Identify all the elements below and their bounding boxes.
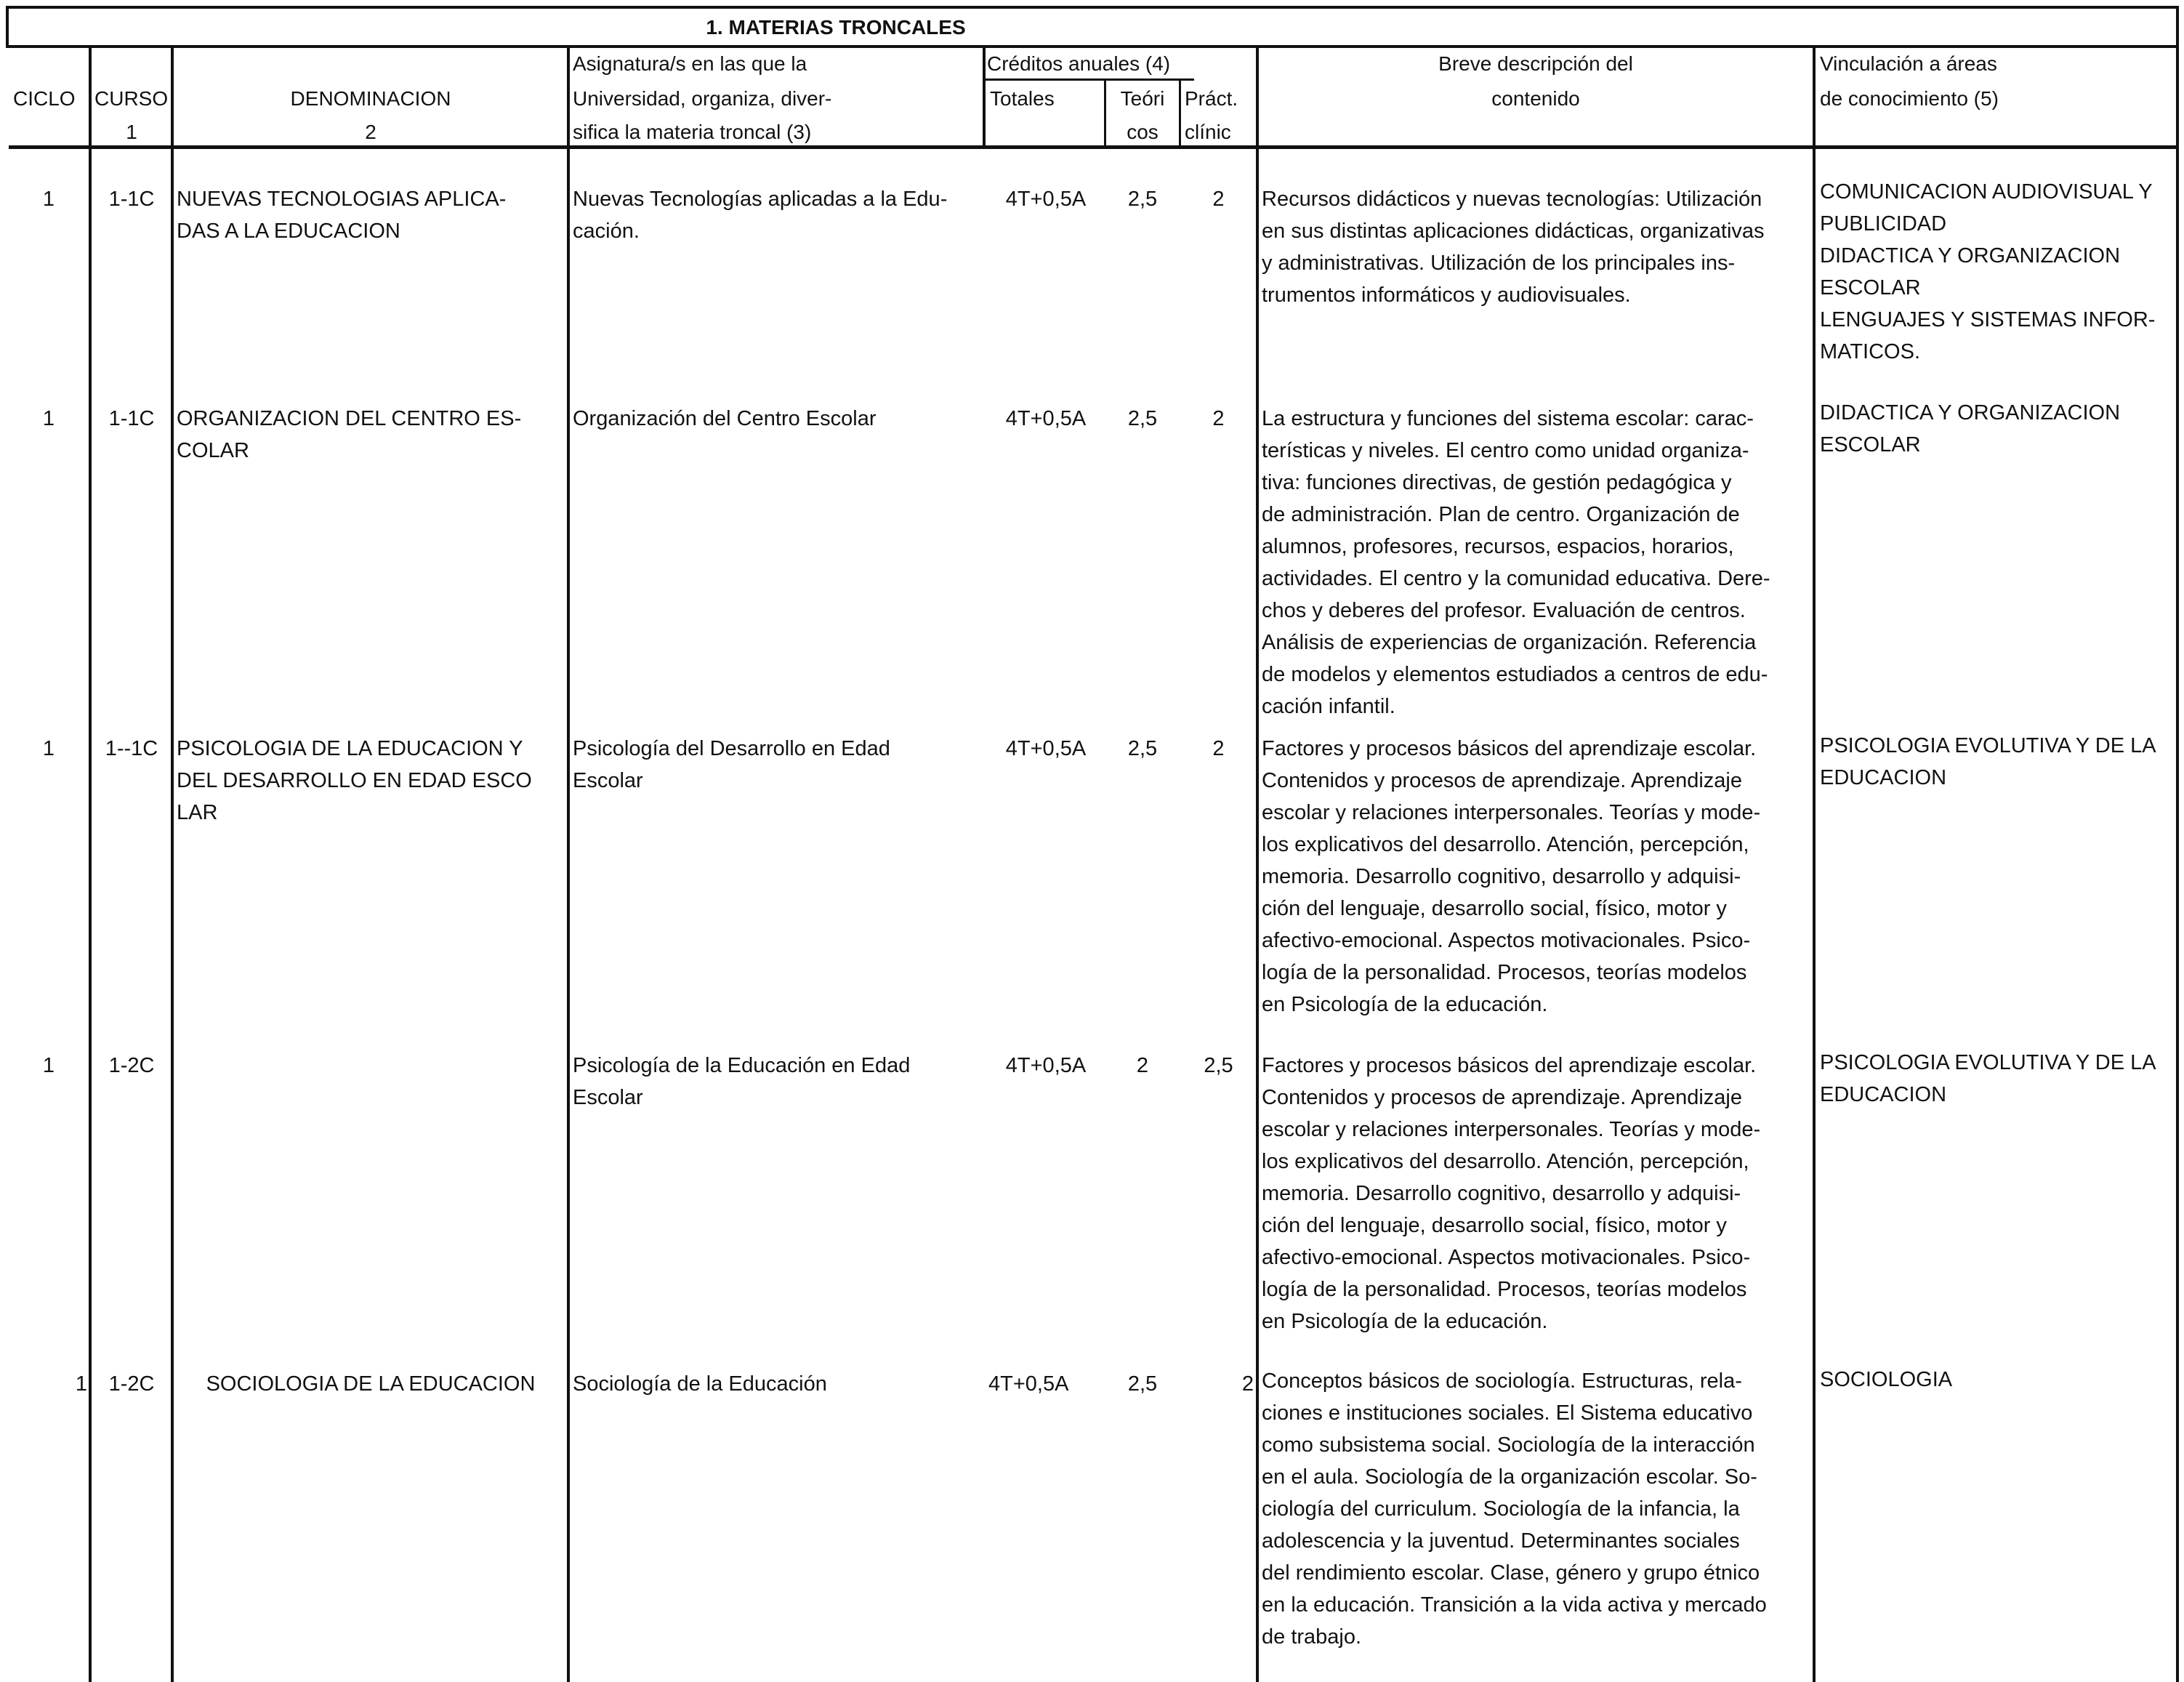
row5-practicos: 2 bbox=[1241, 1372, 1254, 1396]
header-asignatura-line3: sifica la materia troncal (3) bbox=[573, 121, 812, 143]
col-sep-asignatura bbox=[983, 45, 986, 149]
col-sep-denominacion bbox=[567, 45, 570, 1682]
row1-asignatura: Nuevas Tecnologías aplicadas a la Edu- cación. bbox=[573, 188, 948, 243]
col-sep-creditos bbox=[1256, 45, 1259, 1682]
row3-ciclo: 1 bbox=[42, 737, 55, 760]
header-vinculacion-line1: Vinculación a áreas bbox=[1820, 52, 1997, 75]
header-descripcion-line2: contenido bbox=[1491, 87, 1580, 110]
row5-ciclo: 1 bbox=[75, 1372, 87, 1396]
row2-totales: 4T+0,5A bbox=[1005, 407, 1087, 430]
row4-areas: PSICOLOGIA EVOLUTIVA Y DE LA EDUCACION bbox=[1820, 1051, 2156, 1106]
row3-asignatura: Psicología del Desarrollo en Edad Escolar bbox=[573, 737, 890, 792]
header-practicos-line1: Práct. bbox=[1185, 87, 1238, 110]
header-denominacion: DENOMINACION bbox=[290, 87, 451, 110]
row5-areas: SOCIOLOGIA bbox=[1820, 1368, 1953, 1391]
row1-denominacion: NUEVAS TECNOLOGIAS APLICA- DAS A LA EDUCACION bbox=[177, 188, 507, 243]
row3-practicos: 2 bbox=[1212, 737, 1225, 760]
row2-ciclo: 1 bbox=[42, 407, 55, 430]
row4-curso: 1-2C bbox=[108, 1054, 155, 1077]
col-sep-descripcion bbox=[1813, 45, 1816, 1682]
row5-denominacion: SOCIOLOGIA DE LA EDUCACION bbox=[206, 1372, 536, 1396]
row1-curso: 1-1C bbox=[108, 188, 155, 211]
col-sep-teoricos bbox=[1179, 79, 1181, 149]
row3-teoricos: 2,5 bbox=[1127, 737, 1158, 760]
row5-descripcion: Conceptos básicos de sociología. Estructuras, rela- ciones e instituciones sociales. El Sistema educativo como subsistema social. Sociología de la interacción en el aula. Sociología de la organización escolar. So- ciología del curriculum. Sociología de la infancia, la adolescencia y la juventud. Determinantes sociales del rendimiento escolar. Clase, género y grupo étnico en la educación. Transición a la vida activa y mercado de trabajo. bbox=[1262, 1369, 1767, 1649]
row4-totales: 4T+0,5A bbox=[1005, 1054, 1087, 1077]
row5-teoricos: 2,5 bbox=[1127, 1372, 1158, 1396]
header-vinculacion-line2: de conocimiento (5) bbox=[1820, 87, 1999, 110]
row4-teoricos: 2 bbox=[1136, 1054, 1149, 1077]
row5-totales: 4T+0,5A bbox=[988, 1372, 1069, 1396]
table-title: 1. MATERIAS TRONCALES bbox=[706, 16, 966, 39]
header-descripcion-line1: Breve descripción del bbox=[1438, 52, 1633, 75]
row4-practicos: 2,5 bbox=[1204, 1054, 1233, 1077]
row2-asignatura: Organización del Centro Escolar bbox=[573, 407, 877, 430]
table-right-border bbox=[2176, 6, 2179, 1682]
row1-areas: COMUNICACION AUDIOVISUAL Y PUBLICIDAD DIDACTICA Y ORGANIZACION ESCOLAR LENGUAJES Y SISTEMAS INFOR- MATICOS. bbox=[1820, 180, 2156, 363]
row3-descripcion: Factores y procesos básicos del aprendizaje escolar. Contenidos y procesos de aprendizaje. Aprendizaje escolar y relaciones interpersonales. Teorías y mode- los explicativos del desarrollo. Atención, percepción, memoria. Desarrollo cognitivo, desarrollo y adquisi- ción del lenguaje, desarrollo social, físico, motor y afectivo-emocional. Aspectos motivacionales. Psico- logía de la personalidad. Procesos, teorías modelos en Psicología de la educación. bbox=[1262, 737, 1761, 1016]
header-curso-number: 1 bbox=[126, 121, 137, 143]
row1-teoricos: 2,5 bbox=[1127, 188, 1158, 211]
row4-asignatura: Psicología de la Educación en Edad Escolar bbox=[573, 1054, 911, 1109]
header-totales: Totales bbox=[990, 87, 1055, 110]
header-practicos-line2: clínic bbox=[1185, 121, 1231, 143]
row2-teoricos: 2,5 bbox=[1127, 407, 1158, 430]
col-sep-ciclo bbox=[89, 45, 92, 1682]
row2-denominacion: ORGANIZACION DEL CENTRO ES- COLAR bbox=[177, 407, 522, 462]
row3-denominacion: PSICOLOGIA DE LA EDUCACION Y DEL DESARROLLO EN EDAD ESCO LAR bbox=[177, 737, 532, 824]
row3-areas: PSICOLOGIA EVOLUTIVA Y DE LA EDUCACION bbox=[1820, 734, 2156, 789]
row2-practicos: 2 bbox=[1212, 407, 1225, 430]
row1-practicos: 2 bbox=[1212, 188, 1225, 211]
row3-curso: 1--1C bbox=[105, 737, 158, 760]
row3-totales: 4T+0,5A bbox=[1005, 737, 1087, 760]
header-teoricos-line2: cos bbox=[1127, 121, 1159, 143]
header-creditos: Créditos anuales (4) bbox=[987, 52, 1171, 75]
table-top-border bbox=[6, 6, 2179, 9]
row5-curso: 1-2C bbox=[108, 1372, 155, 1396]
row1-descripcion: Recursos didácticos y nuevas tecnologías: Utilización en sus distintas aplicaciones didácticas, organizativas y administrativas. Utilización de los principales ins- trumentos informáticos y audiovisuales. bbox=[1262, 188, 1765, 307]
row2-curso: 1-1C bbox=[108, 407, 155, 430]
col-sep-curso bbox=[171, 45, 174, 1682]
row4-ciclo: 1 bbox=[42, 1054, 55, 1077]
row1-totales: 4T+0,5A bbox=[1005, 188, 1087, 211]
header-asignatura-line1: Asignatura/s en las que la bbox=[573, 52, 807, 75]
row4-descripcion: Factores y procesos básicos del aprendizaje escolar. Contenidos y procesos de aprendizaje. Aprendizaje escolar y relaciones interpersonales. Teorías y mode- los explicativos del desarrollo. Atención, percepción, memoria. Desarrollo cognitivo, desarrollo y adquisi- ción del lenguaje, desarrollo social, físico, motor y afectivo-emocional. Aspectos motivacionales. Psico- logía de la personalidad. Procesos, teorías modelos en Psicología de la educación. bbox=[1262, 1054, 1761, 1333]
header-ciclo: CICLO bbox=[13, 87, 76, 110]
row2-descripcion: La estructura y funciones del sistema escolar: carac- terísticas y niveles. El centro como unidad organiza- tiva: funciones directivas, de gestión pedagógica y de administración. Plan de centro. Organización de alumnos, profesores, recursos, espacios, horarios, actividades. El centro y la comunidad educativa. Dere- chos y deberes del profesor. Evaluación de centros. Análisis de experiencias de organización. Referencia de modelos y elementos estudiados a centros de edu- cación infantil. bbox=[1262, 407, 1770, 718]
row5-asignatura: Sociología de la Educación bbox=[573, 1372, 827, 1396]
header-teoricos-line1: Teóri bbox=[1120, 87, 1165, 110]
header-denominacion-number: 2 bbox=[365, 121, 376, 143]
row1-ciclo: 1 bbox=[42, 188, 55, 211]
header-curso: CURSO bbox=[94, 87, 169, 110]
row2-areas: DIDACTICA Y ORGANIZACION ESCOLAR bbox=[1820, 401, 2121, 456]
header-asignatura-line2: Universidad, organiza, diver- bbox=[573, 87, 832, 110]
